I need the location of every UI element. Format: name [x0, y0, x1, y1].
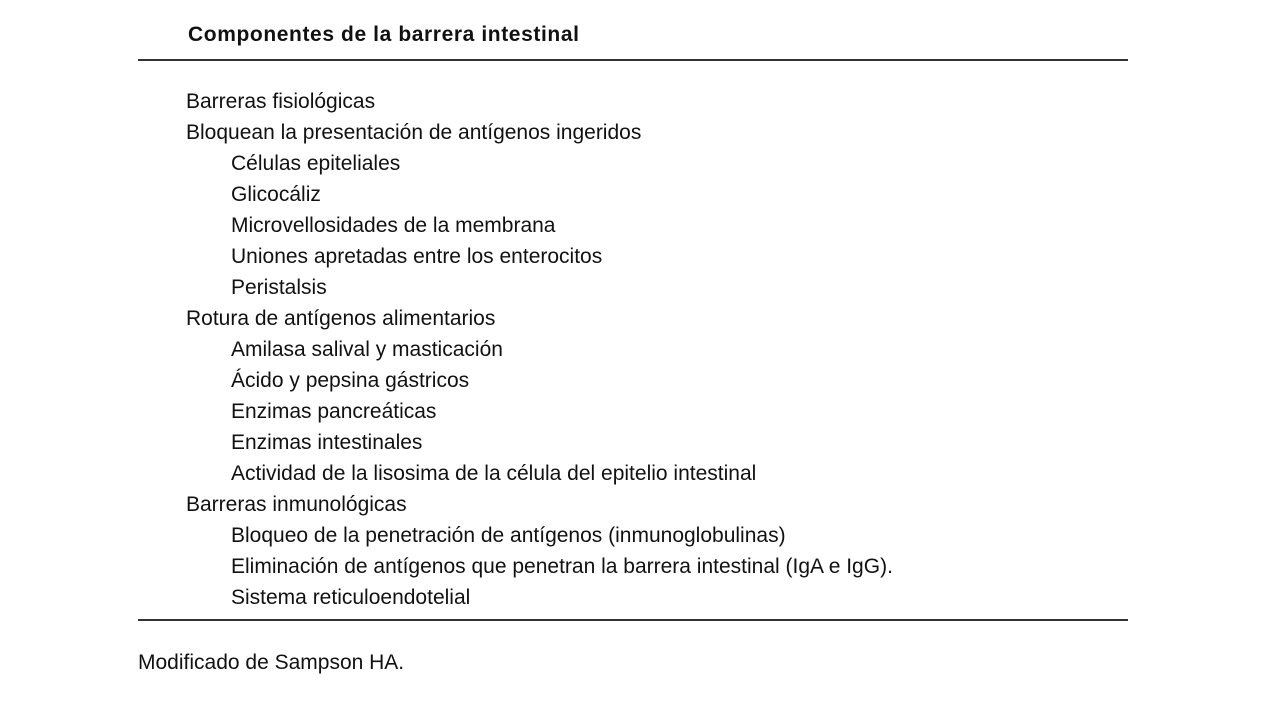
- list-item: Bloqueo de la penetración de antígenos (inmunoglobulinas): [231, 524, 786, 547]
- category-heading: Bloquean la presentación de antígenos ingeridos: [186, 121, 642, 144]
- list-item: Amilasa salival y masticación: [231, 338, 503, 361]
- category-heading: Barreras fisiológicas: [186, 90, 376, 113]
- list-item: Peristalsis: [231, 276, 327, 299]
- top-divider: [138, 59, 1128, 61]
- list-item: Glicocáliz: [231, 183, 321, 206]
- category-heading: Barreras inmunológicas: [186, 493, 407, 516]
- list-item: Ácido y pepsina gástricos: [231, 369, 470, 392]
- list-item: Células epiteliales: [231, 152, 401, 175]
- category-heading: Rotura de antígenos alimentarios: [186, 307, 496, 330]
- bottom-divider: [138, 619, 1128, 621]
- list-item: Enzimas pancreáticas: [231, 400, 437, 423]
- list-item: Uniones apretadas entre los enterocitos: [231, 245, 603, 268]
- list-item: Sistema reticuloendotelial: [231, 586, 471, 609]
- barrier-components-list: [0, 86, 893, 613]
- list-item: Microvellosidades de la membrana: [231, 214, 556, 237]
- source-note: Modificado de Sampson HA.: [138, 651, 405, 674]
- list-item: Enzimas intestinales: [231, 431, 423, 454]
- list-item: Eliminación de antígenos que penetran la barrera intestinal (IgA e IgG).: [231, 555, 893, 578]
- table-title: Componentes de la barrera intestinal: [188, 23, 580, 46]
- list-item: Actividad de la lisosima de la célula del epitelio intestinal: [231, 462, 757, 485]
